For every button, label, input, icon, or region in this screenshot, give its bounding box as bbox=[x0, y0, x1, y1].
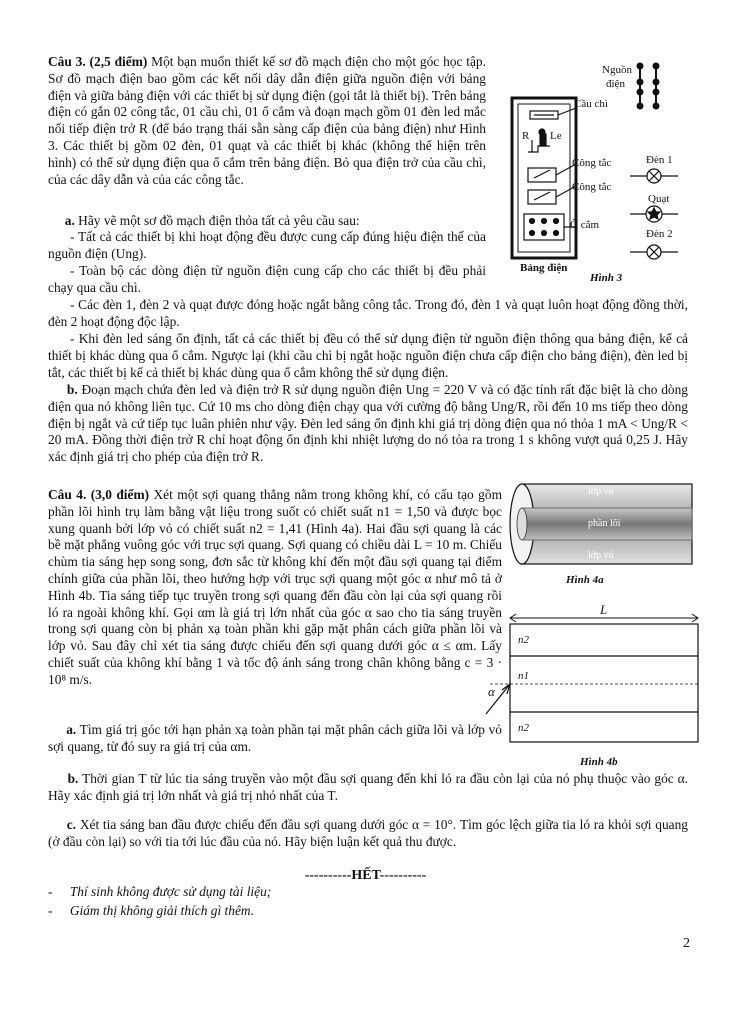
q4-part-a bbox=[48, 722, 502, 756]
q3-intro-text: Một bạn muốn thiết kế sơ đồ mạch điện cho một góc học tập. Sơ đồ mạch điện bao gồm các kết nối dây dẫn điện giữa nguồn điện với bảng điện và giữa bảng điện với các thiết bị sử dụng điện (gọi tắt là thiết bị). Trên bảng điện có gắn 02 công tắc, 01 cầu chì, 01 ổ cắm và đoạn mạch gồm 01 đèn led mắc nối tiếp điện trở R (để báo trạng thái sẵn sàng cấp điện của bảng điện) như Hình 3. Các thiết bị gồm 02 đèn, 01 quạt và các thiết bị khác (không thể hiện trên hình) có thể sử dụng điện qua ổ cắm trên bảng điện. Bỏ qua điện trở của cầu chì, của các dây dẫn và của các công tắc. bbox=[48, 54, 486, 187]
q3-part-b bbox=[48, 382, 688, 466]
note-1-bullet: - bbox=[48, 884, 53, 899]
label-lamp-2: Đèn 2 bbox=[646, 228, 673, 240]
label-fan: Quạt bbox=[648, 193, 670, 205]
q4-part-c bbox=[48, 817, 688, 851]
q4-a-text: Tìm giá trị góc tới hạn phản xạ toàn phần tại mặt phân cách giữa lõi và lớp vỏ sợi quang, từ đó suy ra giá trị của αm. bbox=[48, 722, 502, 754]
caption-fig-3: Hình 3 bbox=[590, 272, 623, 284]
q4-intro-text: Xét một sợi quang thẳng nằm trong không khí, có cấu tạo gồm phần lõi hình trụ làm bằng vật liệu trong suốt có chiết suất n1 = 1,50 và được bọc xung quanh bởi lớp vỏ có chiết suất n2 = 1,41 (Hình 4a). Hai đầu sợi quang là các bề mặt phẳng vuông góc với trục sợi quang. Sợi quang có chiều dài L = 10 m. Chiếu chùm tia sáng hẹp song song, đơn sắc từ không khí đến một đầu sợi quang tại điểm chính giữa của phần lõi, theo hướng hợp với trục sợi quang một góc α như mô tả ở Hình 4b. Tia sáng tiếp tục truyền trong sợi quang đến đầu còn lại của sợi quang rồi ló ra ngoài không khí. Gọi αm là giá trị lớn nhất của góc α sao cho tia sáng truyền trong sợi quang còn bị phản xạ toàn phần khi gặp mặt phân cách giữa phần lõi và lớp vỏ. Sau đây chỉ xét tia sáng được chiếu đến sợi quang dưới góc α ≤ αm. Lấy chiết suất của không khí bằng 1 và tốc độ ánh sáng trong chân không bằng c = 3 · 10⁸ m/s. bbox=[48, 487, 502, 687]
label-socket: Ổ cắm bbox=[570, 219, 600, 231]
q3-b-label: b. bbox=[66, 382, 78, 397]
q3-req-2: - Toàn bộ các dòng điện từ nguồn điện cung cấp cho các thiết bị đều phải chạy qua cầu chì. bbox=[48, 263, 486, 295]
label-alpha: α bbox=[488, 684, 495, 699]
figure-3 bbox=[498, 56, 698, 288]
q4-a-label: a. bbox=[66, 722, 77, 737]
label-fuse: Cầu chì bbox=[574, 98, 608, 110]
figure-3-diagram bbox=[498, 56, 698, 288]
label-n2-top: n2 bbox=[518, 634, 529, 646]
label-source: Nguồn bbox=[602, 64, 632, 76]
q3-b-text: Đoạn mạch chứa đèn led và điện trở R sử dụng nguồn điện Ung = 220 V và có đặc tính rất đặc biệt là cho dòng điện qua nó không liên tục. Cứ 10 ms cho dòng điện chạy qua với cường độ bằng Ung/R, rồi đến 10 ms tiếp theo dòng điện bị ngắt và cứ tiếp tục luân phiên như vậy. Đèn led sáng ổn định khi giá trị dòng điện qua nó thỏa 1 mA < Ung/R < 20 mA. Đồng thời điện trở R chỉ hoạt động ổn định khi nhiệt lượng do nó tỏa ra trong 1 s không vượt quá 0,25 J. Hãy xác định giá trị cho phép của điện trở R. bbox=[48, 382, 688, 465]
label-led: Le bbox=[550, 130, 562, 142]
label-n1: n1 bbox=[518, 670, 529, 682]
q3-req-4: - Khi đèn led sáng ổn định, tất cả các thiết bị đều có thể sử dụng điện từ nguồn điện thông qua bảng điện, kể cả thiết bị khác dùng qua ổ cắm. Ngược lại (khi cầu chì bị ngắt hoặc nguồn điện chưa cấp điện cho bảng điện), đèn led bị tắt, các thiết bị kể cả thiết bị khác dùng qua ổ cắm không thể sử dụng điện. bbox=[48, 331, 688, 380]
q4-b-label: b. bbox=[67, 771, 79, 786]
label-switch-1: Công tắc bbox=[572, 157, 612, 169]
caption-fig-4a: Hình 4a bbox=[566, 574, 604, 586]
q3-part-a bbox=[48, 213, 486, 230]
q4-b-text: Thời gian T từ lúc tia sáng truyền vào một đầu sợi quang đến khi ló ra đầu còn lại của nó phụ thuộc vào góc α. Hãy xác định giá trị lớn nhất và giá trị nhỏ nhất của T. bbox=[48, 771, 688, 803]
label-board: Bảng điện bbox=[520, 262, 568, 274]
note-2-bullet: - bbox=[48, 903, 53, 918]
label-cladding-bottom: lớp vỏ bbox=[588, 550, 614, 561]
power-source-icon bbox=[638, 64, 659, 109]
q3-req-1: - Tất cả các thiết bị khi hoạt động đều được cung cấp đúng hiệu điện thế của nguồn điện (Ung). bbox=[48, 229, 486, 261]
q4-intro bbox=[48, 487, 502, 689]
label-length: L bbox=[600, 602, 608, 617]
q3-a-text: Hãy vẽ một sơ đồ mạch điện thỏa tất cả yêu cầu sau: bbox=[78, 213, 360, 228]
note-1 bbox=[48, 884, 271, 900]
note-1-text: Thí sinh không được sử dụng tài liệu; bbox=[69, 884, 272, 899]
label-lamp-1: Đèn 1 bbox=[646, 154, 673, 166]
figure-4a bbox=[508, 480, 698, 590]
q4-part-b bbox=[48, 771, 688, 805]
lamp-2-icon bbox=[630, 245, 678, 259]
label-n2-bottom: n2 bbox=[518, 722, 529, 734]
q4-heading: Câu 4. (3,0 điểm) bbox=[48, 487, 150, 502]
q3-heading: Câu 3. (2,5 điểm) bbox=[48, 54, 148, 69]
figure-4b bbox=[484, 604, 700, 774]
q3-req-3: - Các đèn 1, đèn 2 và quạt được đóng hoặc ngắt bằng công tắc. Trong đó, đèn 1 và quạt luôn hoạt động đồng thời, đèn 2 hoạt động độc lập. bbox=[48, 297, 688, 329]
q3-intro bbox=[48, 54, 486, 188]
lamp-1-icon bbox=[630, 169, 678, 183]
label-r: R bbox=[522, 130, 530, 142]
q3-a-label: a. bbox=[64, 213, 75, 228]
q4-c-label: c. bbox=[66, 817, 77, 832]
q4-c-text: Xét tia sáng ban đầu được chiếu đến đầu sợi quang dưới góc α = 10°. Tìm góc lệch giữa tia ló ra khỏi sợi quang (ở đầu còn lại) so với tia tới lúc đầu của nó. Hãy biện luận kết quả thu được. bbox=[48, 817, 688, 849]
fan-icon bbox=[630, 206, 678, 222]
note-2-text: Giám thị không giải thích gì thêm. bbox=[69, 903, 254, 918]
label-cladding-top: lớp vỏ bbox=[588, 486, 614, 497]
label-core: phần lõi bbox=[588, 518, 621, 529]
end-marker: ----------HẾT---------- bbox=[304, 868, 427, 883]
label-switch-2: Công tắc bbox=[572, 181, 612, 193]
label-source-2: điện bbox=[606, 78, 625, 90]
fiber-ray-diagram bbox=[484, 604, 700, 754]
page-number: 2 bbox=[683, 936, 690, 951]
note-2 bbox=[48, 903, 254, 919]
caption-fig-4b: Hình 4b bbox=[580, 756, 618, 768]
